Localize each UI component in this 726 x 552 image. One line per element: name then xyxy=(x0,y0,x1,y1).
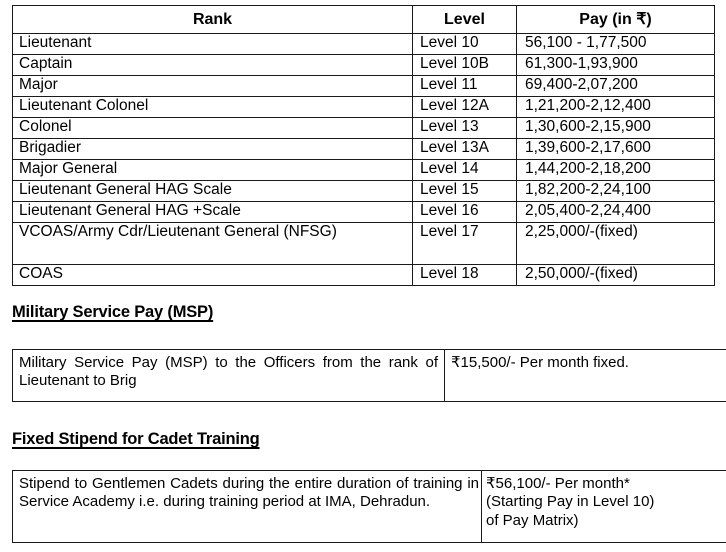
cell-rank: Colonel xyxy=(13,118,413,139)
table-row xyxy=(13,202,715,223)
cell-rank: Captain xyxy=(13,55,413,76)
column-header-level: Level xyxy=(413,6,517,34)
cell-level: Level 15 xyxy=(413,181,517,202)
cell-rank: VCOAS/Army Cdr/Lieutenant General (NFSG) xyxy=(13,223,413,265)
column-header-rank: Rank xyxy=(13,6,413,34)
cell-pay: 1,21,200-2,12,400 xyxy=(517,97,715,118)
table-row xyxy=(13,181,715,202)
table-row xyxy=(13,76,715,97)
stipend-value-line-1: ₹56,100/- Per month* xyxy=(486,475,630,492)
table-row xyxy=(13,265,715,286)
cell-level: Level 14 xyxy=(413,160,517,181)
cell-level: Level 13 xyxy=(413,118,517,139)
cell-msp-value: ₹15,500/- Per month fixed. xyxy=(445,350,726,402)
cell-msp-description: Military Service Pay (MSP) to the Officers from the rank of Lieutenant to Brig xyxy=(13,350,445,402)
cell-level: Level 18 xyxy=(413,265,517,286)
table-row xyxy=(13,55,715,76)
cell-level: Level 16 xyxy=(413,202,517,223)
table-header-row xyxy=(13,6,715,34)
cell-pay: 1,30,600-2,15,900 xyxy=(517,118,715,139)
cell-level: Level 12A xyxy=(413,97,517,118)
cell-level: Level 10 xyxy=(413,34,517,55)
cell-rank: COAS xyxy=(13,265,413,286)
cell-stipend-value xyxy=(482,471,726,543)
cell-rank: Brigadier xyxy=(13,139,413,160)
table-row xyxy=(13,34,715,55)
cell-rank: Major xyxy=(13,76,413,97)
pay-matrix-header xyxy=(13,6,715,34)
cell-rank: Major General xyxy=(13,160,413,181)
table-row xyxy=(13,223,715,265)
pay-matrix-body xyxy=(13,34,715,286)
cell-pay: 61,300-1,93,900 xyxy=(517,55,715,76)
cell-level: Level 13A xyxy=(413,139,517,160)
column-header-pay: Pay (in ₹) xyxy=(517,6,715,34)
stipend-value-line-2: (Starting Pay in Level 10) xyxy=(486,493,655,511)
cell-pay: 69,400-2,07,200 xyxy=(517,76,715,97)
table-row xyxy=(13,160,715,181)
stipend-table xyxy=(12,470,726,543)
section-heading-stipend: Fixed Stipend for Cadet Training xyxy=(12,430,260,448)
cell-pay: 2,25,000/-(fixed) xyxy=(517,223,715,265)
table-row xyxy=(13,139,715,160)
cell-pay: 2,50,000/-(fixed) xyxy=(517,265,715,286)
cell-rank: Lieutenant General HAG +Scale xyxy=(13,202,413,223)
cell-pay: 56,100 - 1,77,500 xyxy=(517,34,715,55)
cell-pay: 1,82,200-2,24,100 xyxy=(517,181,715,202)
stipend-value-line-3: of Pay Matrix) xyxy=(486,511,579,529)
table-row xyxy=(13,471,726,543)
cell-level: Level 17 xyxy=(413,223,517,265)
cell-pay: 1,39,600-2,17,600 xyxy=(517,139,715,160)
cell-rank: Lieutenant Colonel xyxy=(13,97,413,118)
cell-rank: Lieutenant General HAG Scale xyxy=(13,181,413,202)
cell-level: Level 11 xyxy=(413,76,517,97)
table-row xyxy=(13,118,715,139)
cell-pay: 1,44,200-2,18,200 xyxy=(517,160,715,181)
pay-matrix-table xyxy=(12,5,715,286)
cell-rank: Lieutenant xyxy=(13,34,413,55)
cell-stipend-description: Stipend to Gentlemen Cadets during the entire duration of training in Service Academy i.e. during training period at IMA, Dehradun. xyxy=(13,471,482,543)
msp-table xyxy=(12,349,726,402)
table-row xyxy=(13,350,726,402)
section-heading-msp: Military Service Pay (MSP) xyxy=(12,303,214,321)
table-row xyxy=(13,97,715,118)
cell-pay: 2,05,400-2,24,400 xyxy=(517,202,715,223)
cell-level: Level 10B xyxy=(413,55,517,76)
